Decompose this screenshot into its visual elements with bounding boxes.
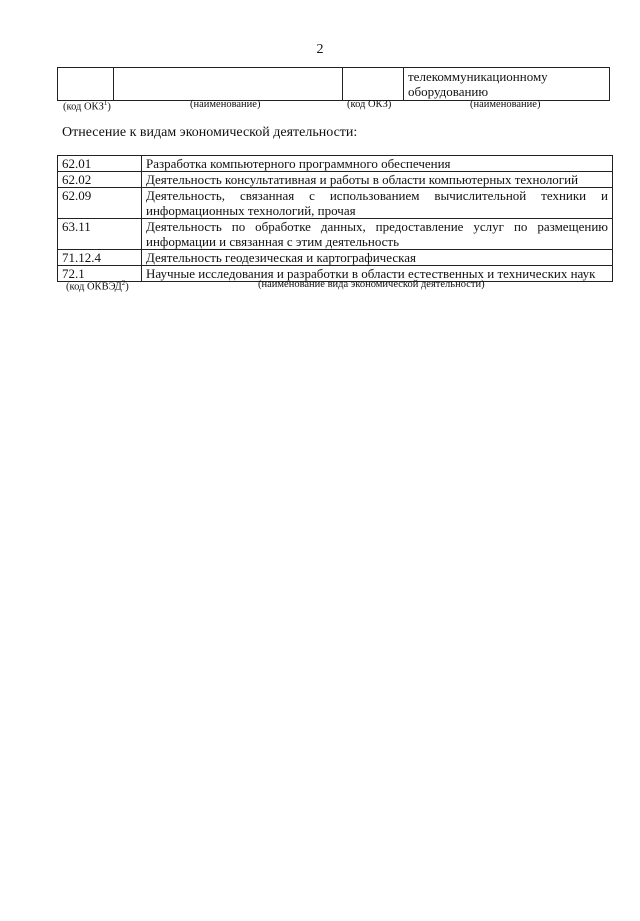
- okved-code-cell: 62.09: [58, 188, 142, 219]
- okved-name-caption: (наименование вида экономической деятельности): [258, 279, 485, 290]
- okved-code-caption: (код ОКВЭД$^2$): [66, 279, 129, 293]
- okved-code-cell: 72.1: [58, 266, 142, 282]
- table-row: [58, 188, 613, 219]
- okved-name-cell: Деятельность, связанная с использованием вычислительной техники и информационных технологий, прочая: [142, 188, 613, 219]
- okved-name-cell: Разработка компьютерного программного обеспечения: [142, 156, 613, 172]
- okz-table: [57, 67, 610, 101]
- okved-table: [57, 155, 613, 282]
- table-row: [58, 219, 613, 250]
- section-heading: Отнесение к видам экономической деятельности:: [62, 125, 358, 140]
- okved-code-cell: 71.12.4: [58, 250, 142, 266]
- table-row: [58, 156, 613, 172]
- okz-name-caption: (наименование): [190, 99, 261, 110]
- table-row: [58, 250, 613, 266]
- okz-code2-caption: (код ОКЗ): [347, 99, 392, 110]
- okz-code2-cell: [343, 68, 404, 101]
- okved-code-cell: 62.02: [58, 172, 142, 188]
- page-number: 2: [316, 42, 324, 57]
- okved-name-cell: Деятельность по обработке данных, предоставление услуг по размещению информации и связанная с этим деятельность: [142, 219, 613, 250]
- okz-name2-line1: телекоммуникационному: [408, 69, 548, 84]
- table-row: [58, 68, 610, 101]
- okz-name2-line2: оборудованию: [408, 84, 489, 99]
- okved-code-cell: 63.11: [58, 219, 142, 250]
- okved-name-cell: Деятельность геодезическая и картографическая: [142, 250, 613, 266]
- okz-name-cell: [114, 68, 343, 101]
- okz-code-caption: (код ОКЗ$^1$): [63, 99, 111, 113]
- okz-code-cell: [58, 68, 114, 101]
- okved-name-cell: Научные исследования и разработки в области естественных и технических наук: [142, 266, 613, 282]
- okz-name2-cell: [404, 68, 610, 101]
- okved-code-cell: 62.01: [58, 156, 142, 172]
- table-row: [58, 172, 613, 188]
- okved-name-cell: Деятельность консультативная и работы в области компьютерных технологий: [142, 172, 613, 188]
- okz-name2-caption: (наименование): [470, 99, 541, 110]
